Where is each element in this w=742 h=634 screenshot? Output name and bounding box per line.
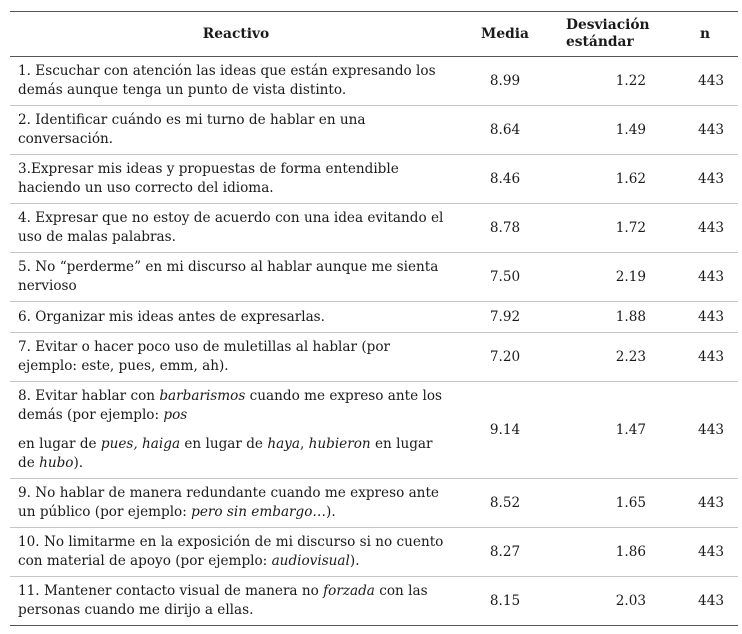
text-fragment: , <box>299 436 309 452</box>
table-row <box>10 577 738 626</box>
item-sd: 1.72 <box>615 219 646 236</box>
text-fragment: 10. No limitarme en la exposición de mi discurso si no cuento con material de apoyo (por ejemplo: <box>18 534 444 569</box>
item-text <box>10 577 462 626</box>
table-row <box>10 155 738 204</box>
header-reactivo: Reactivo <box>202 25 270 42</box>
item-n: 443 <box>698 592 724 609</box>
item-media: 8.64 <box>489 121 521 138</box>
item-media: 8.99 <box>489 72 521 89</box>
header-media: Media <box>481 25 529 42</box>
table-row <box>10 302 738 333</box>
item-sd: 1.22 <box>615 72 646 89</box>
item-text <box>10 479 462 528</box>
italic-term: pues, haiga <box>100 436 181 452</box>
text-fragment: ). <box>73 455 84 471</box>
text-fragment: en lugar de <box>180 436 268 452</box>
table-row <box>10 528 738 577</box>
item-text: 1. Escuchar con atención las ideas que están expresando los demás aunque tenga un punto de vista distinto. <box>18 63 436 98</box>
text-fragment: con las personas cuando me dirijo a ellas. <box>18 583 428 618</box>
table-row <box>10 204 738 253</box>
item-text: 4. Expresar que no estoy de acuerdo con una idea evitando el uso de malas palabras. <box>18 210 444 245</box>
item-text: 6. Organizar mis ideas antes de expresarlas. <box>18 308 325 325</box>
item-text: 2. Identificar cuándo es mi turno de hablar en una conversación. <box>18 112 366 147</box>
italic-term: forzada <box>323 583 375 599</box>
text-fragment: cuando me expreso ante los demás (por ejemplo: <box>18 388 442 423</box>
item-text <box>10 382 462 479</box>
item-media: 9.14 <box>489 421 521 438</box>
item-sd: 1.86 <box>615 543 646 560</box>
item-sd: 2.03 <box>615 592 646 609</box>
item-sd: 1.62 <box>615 170 646 187</box>
italic-term: haya <box>267 436 300 452</box>
item-media: 8.15 <box>489 592 521 609</box>
item-sd: 1.47 <box>615 421 646 438</box>
table-row <box>10 57 738 106</box>
header-n: n <box>699 25 711 42</box>
italic-term: barbarismos <box>159 388 246 404</box>
table-body <box>10 57 738 626</box>
table-header <box>10 12 738 57</box>
item-n: 443 <box>698 421 724 438</box>
italic-term: hubieron <box>308 436 371 452</box>
item-n: 443 <box>698 543 724 560</box>
italic-term: pero sin embargo… <box>191 504 327 520</box>
item-n: 443 <box>698 494 724 511</box>
text-fragment: ). <box>349 553 360 569</box>
text-fragment: 9. No hablar de manera redundante cuando me expreso ante un público (por ejemplo: <box>18 485 439 520</box>
italic-term: audiovisual <box>271 553 350 569</box>
item-media: 8.27 <box>489 543 521 560</box>
item-media: 8.46 <box>489 170 521 187</box>
italic-term: pos <box>163 407 188 423</box>
item-media: 7.50 <box>489 268 521 285</box>
item-sd: 2.19 <box>615 268 646 285</box>
item-n: 443 <box>698 348 724 365</box>
text-fragment: 8. Evitar hablar con <box>18 388 160 404</box>
item-n: 443 <box>698 170 724 187</box>
item-n: 443 <box>698 308 724 325</box>
item-text: 3.Expresar mis ideas y propuestas de forma entendible haciendo un uso correcto del idioma. <box>18 161 399 196</box>
item-text: 7. Evitar o hacer poco uso de muletillas al hablar (por ejemplo: este, pues, emm, ah). <box>18 339 391 374</box>
text-fragment: en lugar de <box>18 436 433 471</box>
table-row <box>10 382 738 479</box>
item-media: 7.20 <box>489 348 521 365</box>
item-text-part-a <box>18 387 452 425</box>
table-row <box>10 253 738 302</box>
item-media: 8.52 <box>489 494 521 511</box>
item-media: 7.92 <box>489 308 521 325</box>
item-n: 443 <box>698 121 724 138</box>
results-table <box>10 11 738 626</box>
item-n: 443 <box>698 268 724 285</box>
item-text-part-b <box>18 435 452 473</box>
item-text: 5. No “perderme” en mi discurso al hablar aunque me sienta nervioso <box>18 259 439 294</box>
text-fragment: en lugar de <box>18 436 101 452</box>
table-row <box>10 333 738 382</box>
header-desviacion: Desviación estándar <box>566 17 650 50</box>
item-sd: 1.49 <box>615 121 646 138</box>
text-fragment: 11. Mantener contacto visual de manera no <box>18 583 324 599</box>
text-fragment: ). <box>326 504 336 520</box>
header-row <box>10 12 738 57</box>
italic-term: hubo <box>39 455 74 471</box>
item-sd: 2.23 <box>615 348 646 365</box>
item-media: 8.78 <box>489 219 521 236</box>
table-row <box>10 106 738 155</box>
table-row <box>10 479 738 528</box>
item-text <box>10 528 462 577</box>
item-n: 443 <box>698 72 724 89</box>
item-sd: 1.88 <box>615 308 646 325</box>
item-n: 443 <box>698 219 724 236</box>
item-sd: 1.65 <box>615 494 646 511</box>
